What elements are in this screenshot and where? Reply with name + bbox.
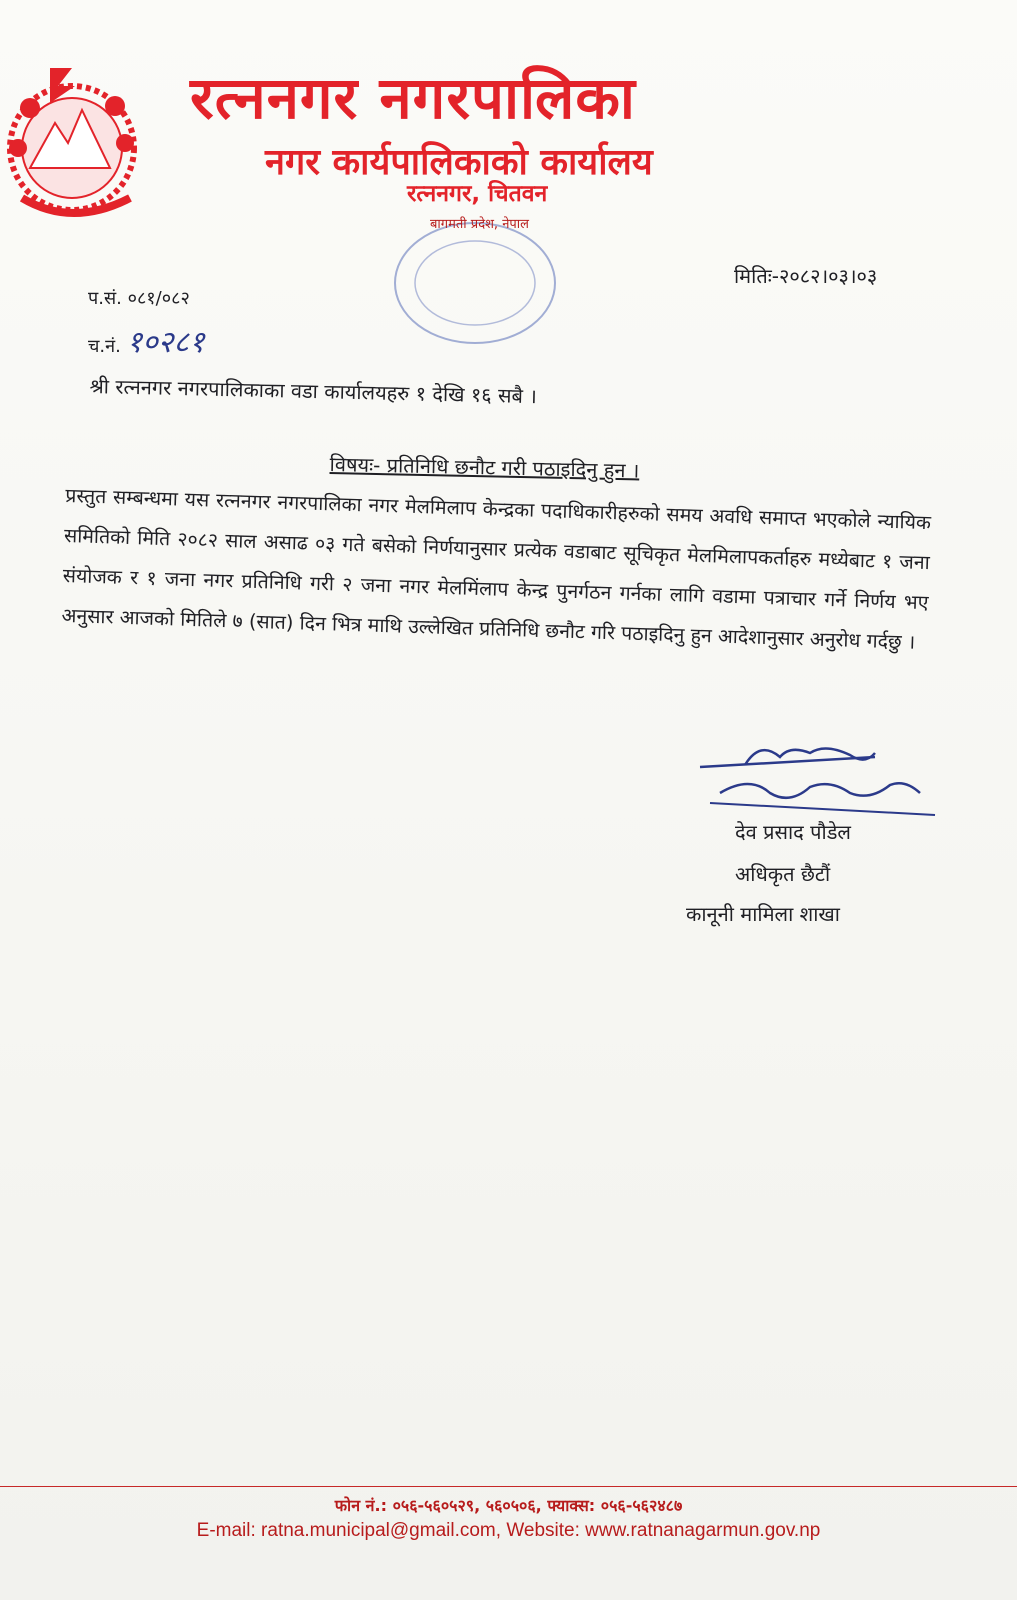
signatory-title: अधिकृत छैटौं [735,862,831,886]
page-title: रत्ननगर नगरपालिका [190,64,636,132]
office-stamp-icon [380,208,570,358]
signatory-name: देव प्रसाद पौडेल [735,820,851,844]
addressee: श्री रत्ननगर नगरपालिकाका वडा कार्यालयहरु १ देखि १६ सबै । [89,373,538,409]
letter-body: प्रस्तुत सम्बन्धमा यस रत्ननगर नगरपालिका नगर मेलमिलाप केन्द्रका पदाधिकारीहरुको समय अवधि समाप्त भएकोले न्यायिक समितिको मिति २०८२ साल असाढ ०३ गते बसेको निर्णयानुसार प्रत्येक वडाबाट सूचिकृत मेलमिलापकर्ताहरु मध्येबाट १ जना संयोजक र १ जना नगर प्रतिनिधि गरी २ जना नगर मेलमिंलाप केन्द्र पुनर्गठन गर्नका लागि वडामा पत्राचार गर्ने निर्णय भए अनुसार आजको मितिले ७ (सात) दिन भित्र माथि उल्लेखित प्रतिनिधि छनौट गरि पठाइदिनु हुन आदेशानुसार अनुरोध गर्दछु । [61,483,932,654]
subject-line: विषयः- प्रतिनिधि छनौट गरी पठाइदिनु हुन । [329,451,640,483]
reference-ps [88,286,190,310]
ps-value: ०८१/०८२ [127,288,190,309]
signatory-section: कानूनी मामिला शाखा [686,902,840,926]
footer-contact: फोन नं.: ०५६-५६०५२९, ५६०५०६, फ्याक्स: ०५६-५६२४८७ [334,1496,683,1515]
footer-email-website: E-mail: ratna.municipal@gmail.com, Website: www.ratnanagarmun.gov.np [196,1520,821,1541]
cn-value: १०२८१ [126,325,205,360]
office-subtitle: नगर कार्यपालिकाको कार्यालय [265,142,653,183]
footer-divider [0,1486,1017,1487]
signature-icon [690,735,950,825]
stamp-text: बागमती प्रदेश, नेपाल [430,217,529,232]
reference-cn [88,320,205,361]
nepal-emblem-icon [0,48,160,218]
office-location: रत्ननगर, चितवन [407,181,548,207]
cn-label: च.नं. [88,336,121,357]
ps-label: प.सं. [88,288,122,309]
letter-date: मितिः-२०८२।०३।०३ [734,264,878,288]
